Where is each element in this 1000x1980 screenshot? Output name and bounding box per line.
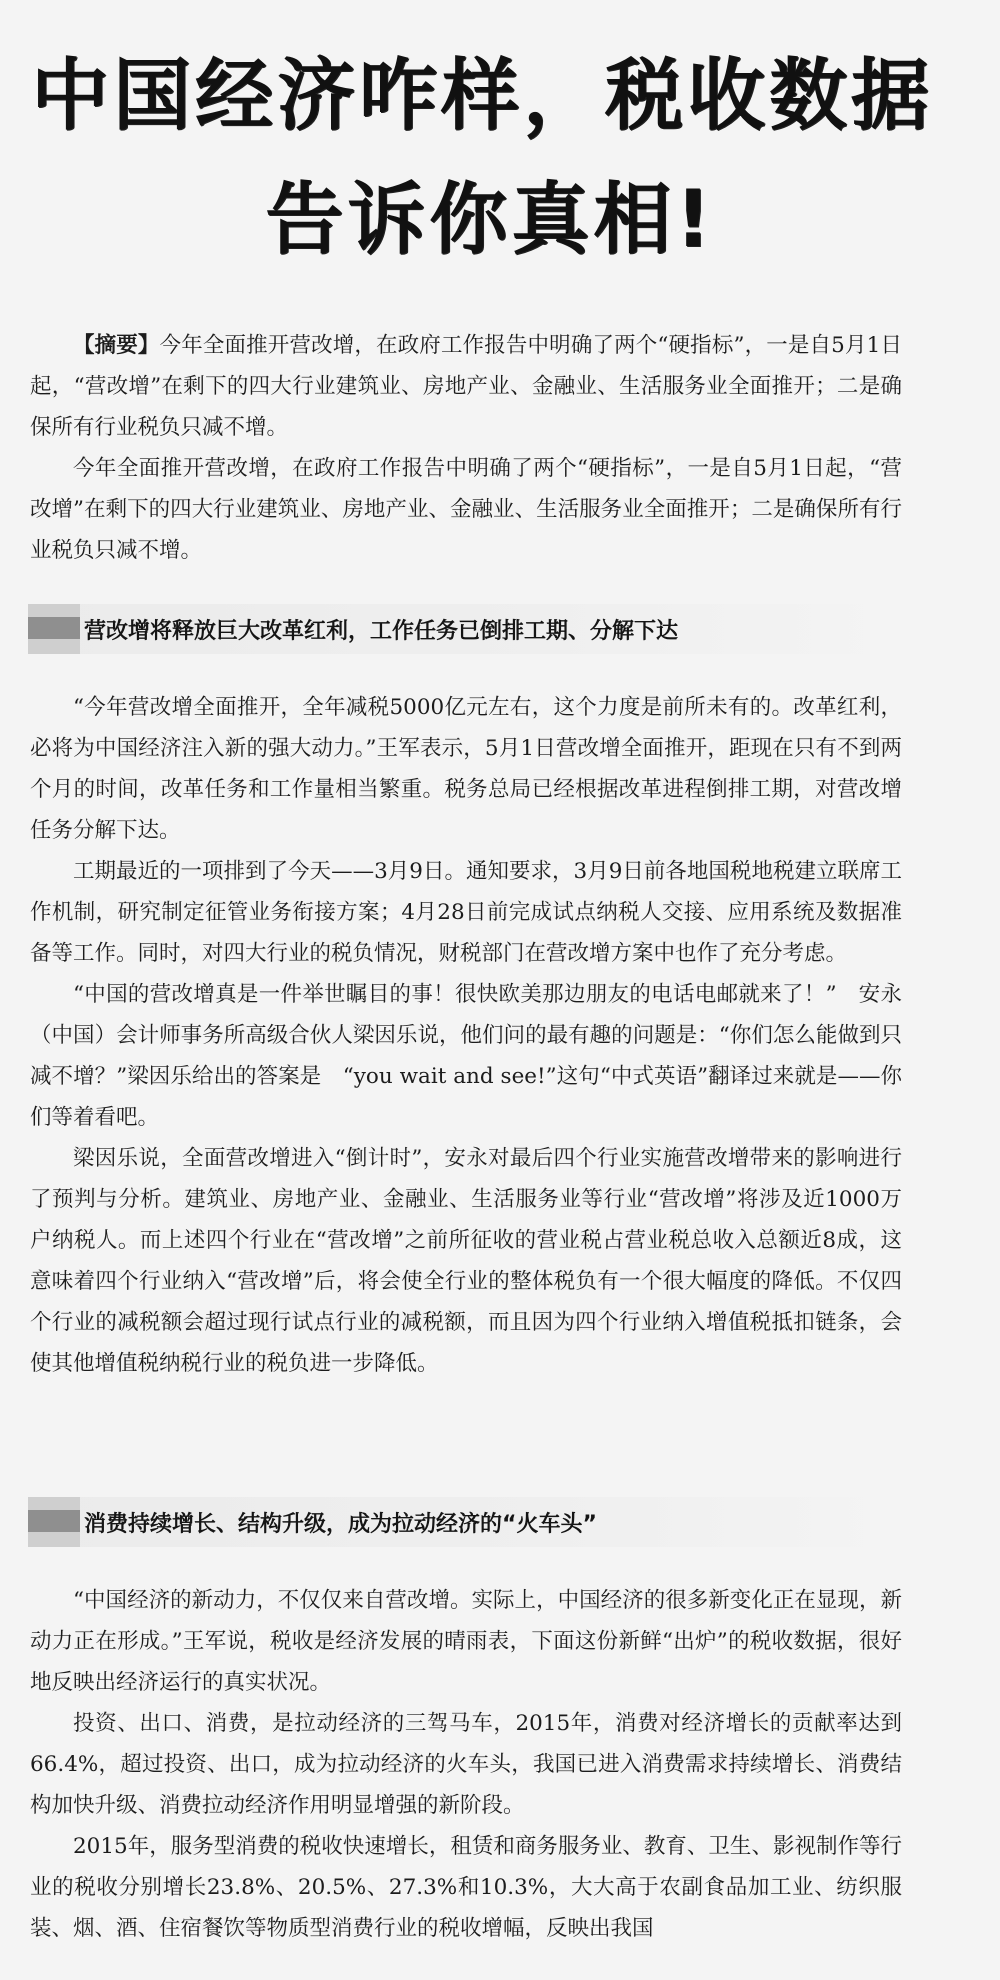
section-2-paragraph: 投资、出口、消费，是拉动经济的三驾马车，2015年，消费对经济增长的贡献率达到66.4%，超过投资、出口，成为拉动经济的火车头，我国已进入消费需求持续增长、消费结构加快升级、消费拉动经济作用明显增强的新阶段。 — [30, 1711, 902, 1818]
section-title-1: 营改增将释放巨大改革红利，工作任务已倒排工期、分解下达 — [84, 618, 679, 644]
abstract-tag: 【摘要】 — [73, 333, 160, 358]
headline-line-2: 告诉你真相! — [265, 175, 715, 265]
section-2-paragraph: 2015年，服务型消费的税收快速增长，租赁和商务服务业、教育、卫生、影视制作等行业的税收分别增长23.8%、20.5%、27.3%和10.3%，大大高于农副食品加工业、纺织服装、烟、酒、住宿餐饮等物质型消费行业的税收增幅，反映出我国 — [30, 1834, 902, 1941]
section-marker-icon — [28, 1497, 80, 1547]
section-title-2: 消费持续增长、结构升级，成为拉动经济的“火车头” — [84, 1511, 597, 1537]
headline-line-1: 中国经济咋样，税收数据 — [30, 51, 933, 141]
intro-paragraph: 今年全面推开营改增，在政府工作报告中明确了两个“硬指标”，一是自5月1日起，“营改增”在剩下的四大行业建筑业、房地产业、金融业、生活服务业全面推开；二是确保所有行业税负只减不增。 — [30, 456, 902, 563]
section-heading-1 — [28, 604, 900, 654]
section-2-paragraph: “中国经济的新动力，不仅仅来自营改增。实际上，中国经济的很多新变化正在显现，新动力正在形成。”王军说，税收是经济发展的晴雨表，下面这份新鲜“出炉”的税收数据，很好地反映出经济运行的真实状况。 — [30, 1588, 902, 1695]
section-1-paragraph: 梁因乐说，全面营改增进入“倒计时”，安永对最后四个行业实施营改增带来的影响进行了预判与分析。建筑业、房地产业、金融业、生活服务业等行业“营改增”将涉及近1000万户纳税人。而上述四个行业在“营改增”之前所征收的营业税占营业税总收入总额近8成，这意味着四个行业纳入“营改增”后，将会使全行业的整体税负有一个很大幅度的降低。不仅四个行业的减税额会超过现行试点行业的减税额，而且因为四个行业纳入增值税抵扣链条，会使其他增值税纳税行业的税负进一步降低。 — [30, 1146, 902, 1376]
section-2-body — [30, 1580, 902, 1949]
intro-block — [30, 325, 902, 571]
section-1-body — [30, 687, 902, 1384]
section-heading-2 — [28, 1497, 900, 1547]
abstract-paragraph — [30, 325, 902, 448]
section-1-paragraph: “中国的营改增真是一件举世瞩目的事！很快欧美那边朋友的电话电邮就来了！” 安永（中国）会计师事务所高级合伙人梁因乐说，他们问的最有趣的问题是：“你们怎么能做到只减不增？”梁因乐给出的答案是 “you wait and see!”这句“中式英语”翻译过来就是——你们等着看吧。 — [30, 982, 902, 1130]
section-1-paragraph: 工期最近的一项排到了今天——3月9日。通知要求，3月9日前各地国税地税建立联席工作机制，研究制定征管业务衔接方案；4月28日前完成试点纳税人交接、应用系统及数据准备等工作。同时，对四大行业的税负情况，财税部门在营改增方案中也作了充分考虑。 — [30, 859, 902, 966]
section-1-paragraph: “今年营改增全面推开，全年减税5000亿元左右，这个力度是前所未有的。改革红利，必将为中国经济注入新的强大动力。”王军表示，5月1日营改增全面推开，距现在只有不到两个月的时间，改革任务和工作量相当繁重。税务总局已经根据改革进程倒排工期，对营改增任务分解下达。 — [30, 695, 902, 843]
abstract-text: 今年全面推开营改增，在政府工作报告中明确了两个“硬指标”，一是自5月1日起，“营改增”在剩下的四大行业建筑业、房地产业、金融业、生活服务业全面推开；二是确保所有行业税负只减不增。 — [30, 333, 902, 440]
section-marker-icon — [28, 604, 80, 654]
